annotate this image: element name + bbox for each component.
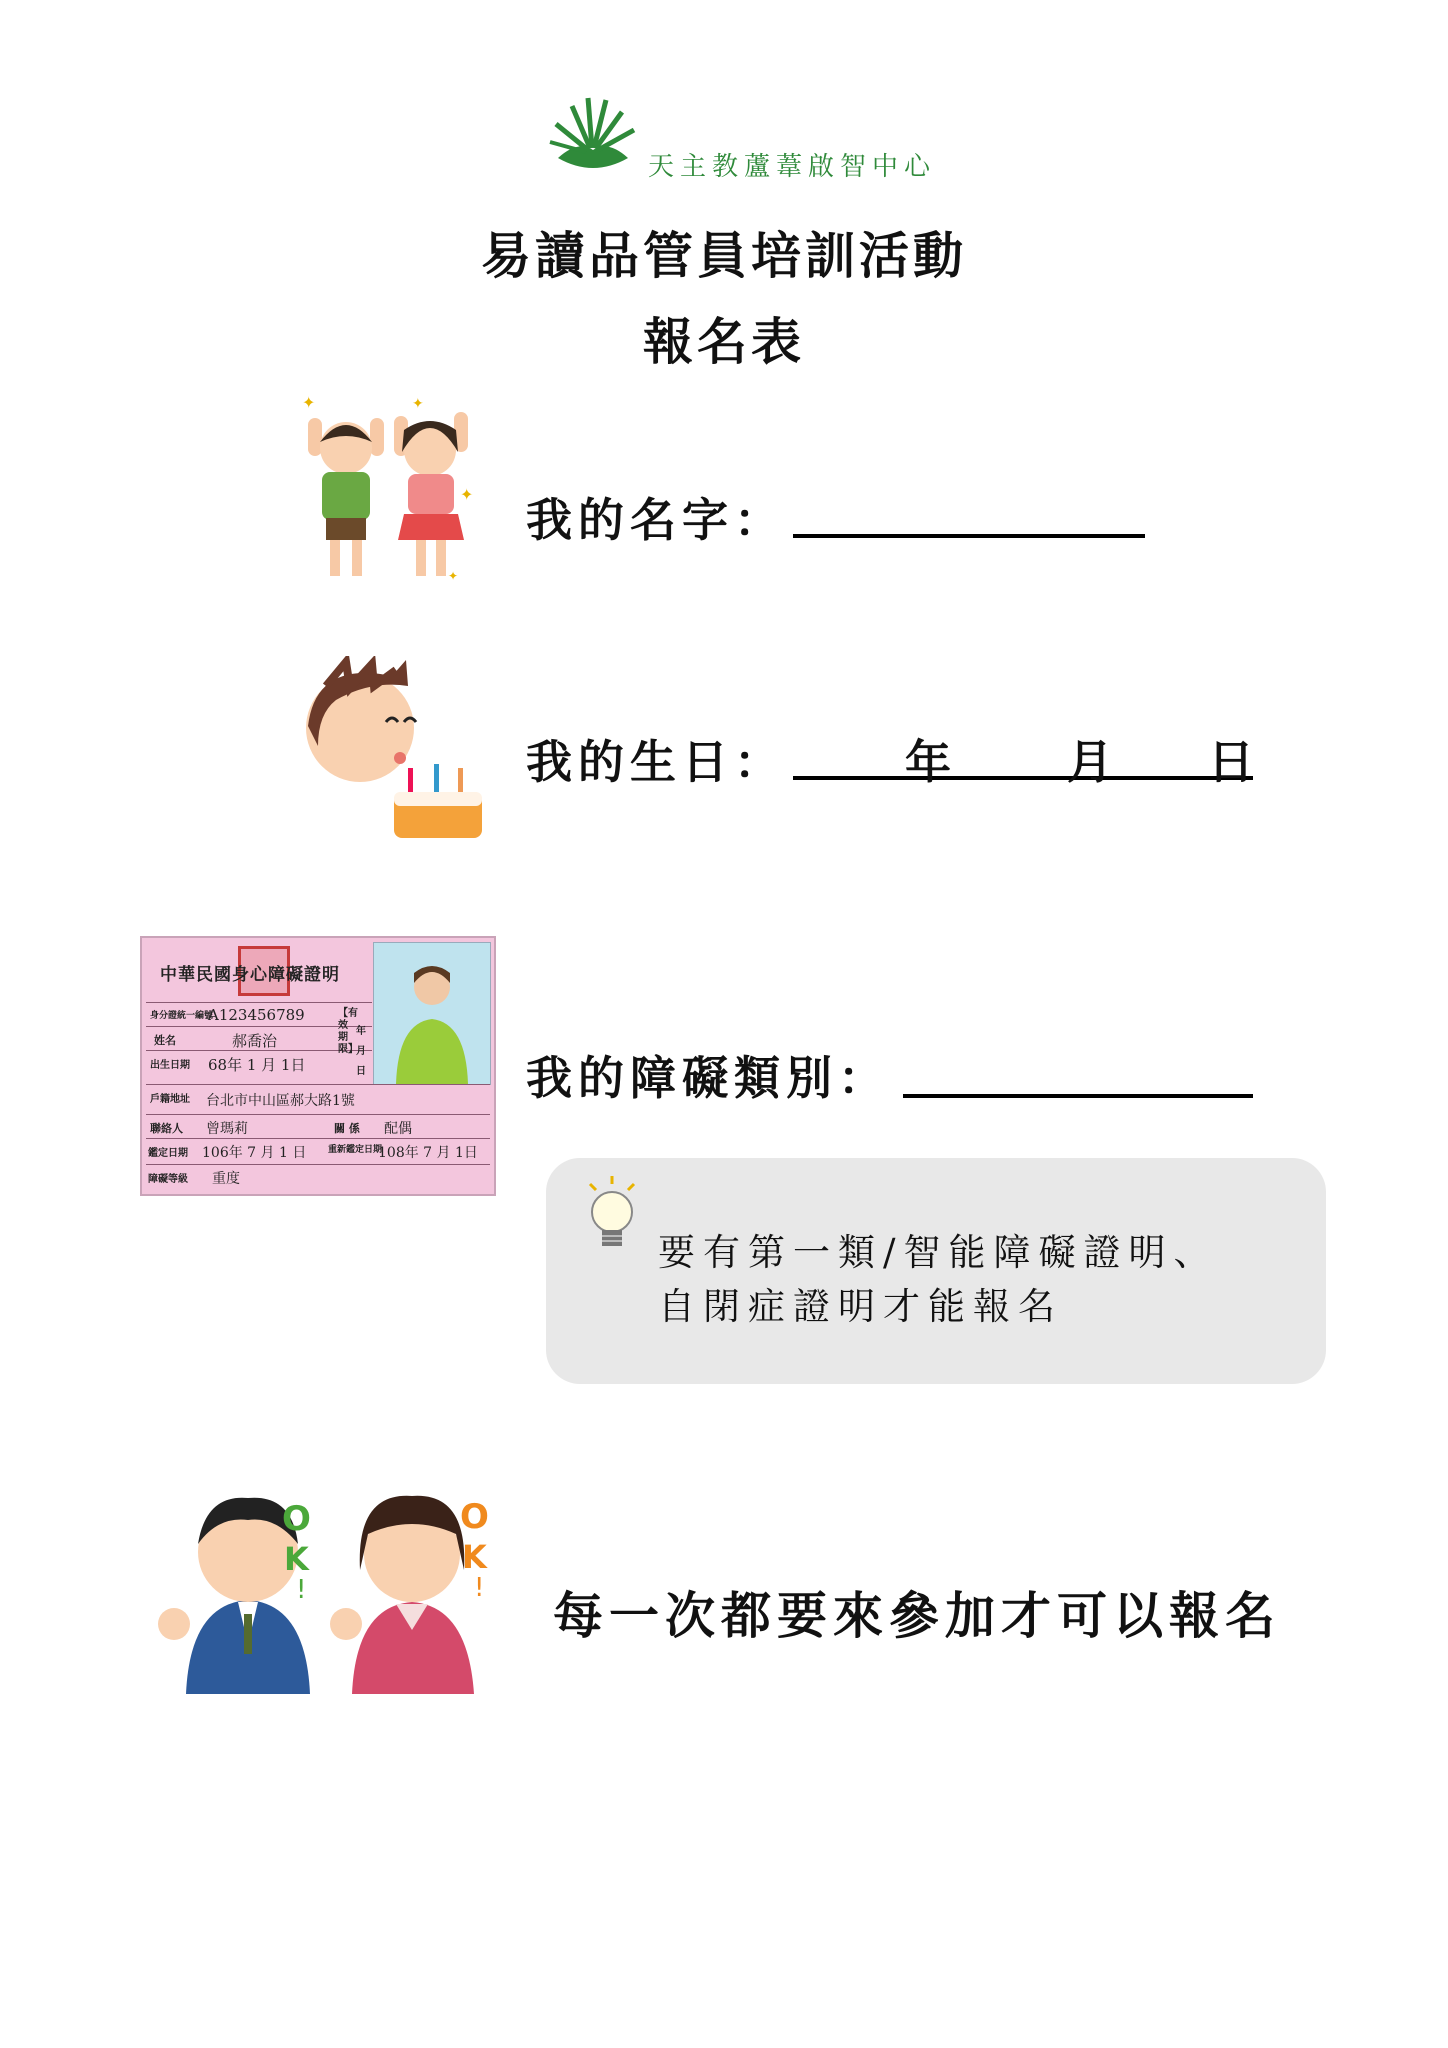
svg-text:✦: ✦ [460,485,474,504]
organization-name: 天主教蘆葦啟智中心 [648,152,937,182]
id-photo [373,942,491,1085]
name-label: 我的名字： [526,493,786,547]
kids-cheering-icon [300,390,480,586]
svg-text:!: ! [296,1575,307,1605]
birthday-month-unit: 月 [1067,735,1113,789]
svg-text:!: ! [474,1573,485,1603]
birthday-input-line[interactable] [793,776,1253,780]
disability-type-input-line[interactable] [903,1094,1253,1098]
page-title: 易讀品管員培訓活動 [481,226,967,285]
svg-text:✦: ✦ [448,569,459,583]
ok-people-icon [156,1474,522,1694]
page-subtitle: 報名表 [643,312,805,371]
name-input-line[interactable] [793,534,1145,538]
birthday-year-unit: 年 [905,735,951,789]
disability-type-label: 我的障礙類別： [526,1051,890,1105]
svg-text:O: O [282,1499,311,1539]
id-card-image: 中華民國身心障礙證明 身分證統一編號 A123456789 姓名 郝喬治 出生日期 68年 1 月 1日 【有效期限】 年月日 戶籍地址 台北市中山區郝大路1號 聯絡人 曾瑪莉 關 係 配偶 鑑定日期 106年 7 月 1 日 重新鑑定日期 108年 7 月 1日 障礙等級 重度 [140,936,496,1196]
birthday-label: 我的生日： [526,735,786,789]
svg-text:O: O [460,1497,489,1537]
svg-text:K: K [284,1540,309,1578]
boy-birthday-cake-icon [296,656,486,846]
svg-text:✦: ✦ [412,396,424,412]
svg-text:✦: ✦ [302,393,316,412]
id-card-title: 中華民國身心障礙證明 [160,965,340,985]
svg-text:K: K [462,1538,487,1576]
logo-reed-icon [548,88,638,172]
birthday-day-unit: 日 [1208,735,1254,789]
lightbulb-icon [584,1176,640,1256]
note-line-1: 要有第一類/智能障礙證明、 [658,1231,1219,1274]
attendance-requirement-text: 每一次都要來參加才可以報名 [553,1586,1281,1645]
note-line-2: 自閉症證明才能報名 [658,1285,1063,1328]
